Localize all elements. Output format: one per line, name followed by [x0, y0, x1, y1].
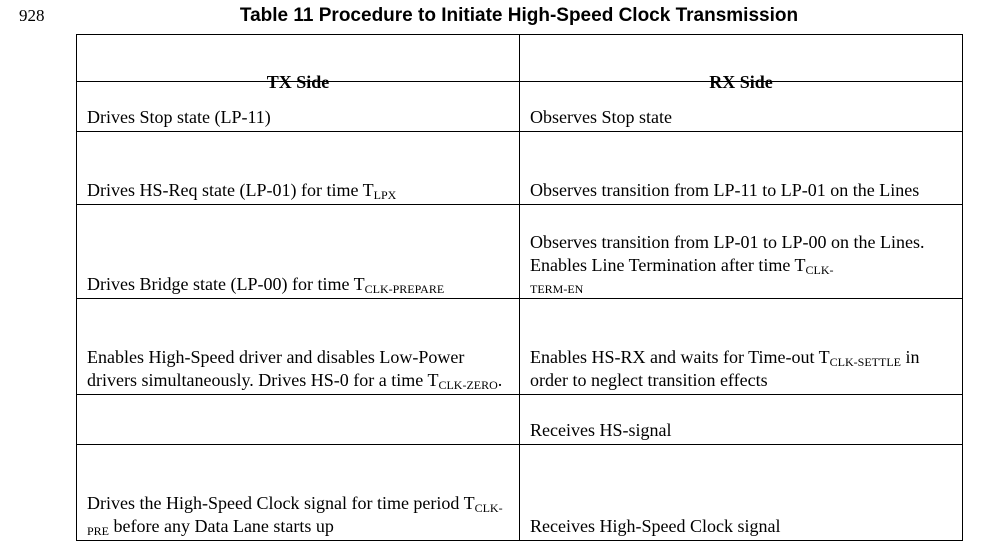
tx-cell	[77, 395, 520, 445]
rx-cell: Observes Stop state	[520, 82, 963, 132]
rx-cell: Enables HS-RX and waits for Time-out $T_{CLK-SETTLE}$ in order to neglect transition effects	[520, 299, 963, 395]
tx-cell: Drives HS-Req state (LP-01) for time $T_{LPX}$	[77, 132, 520, 205]
tx-cell: Enables High-Speed driver and disables Low-Power drivers simultaneously. Drives HS-0 for a time $T_{CLK-ZERO}$.	[77, 299, 520, 395]
table-row	[77, 132, 963, 205]
table-row	[77, 395, 963, 445]
tx-cell: Drives the High-Speed Clock signal for time period $T_{CLK-PRE}$ before any Data Lane starts up	[77, 445, 520, 541]
table-row	[77, 82, 963, 132]
rx-cell: Receives HS-signal	[520, 395, 963, 445]
table-row	[77, 445, 963, 541]
table-header-row	[77, 35, 963, 82]
rx-cell: Observes transition from LP-01 to LP-00 on the Lines. Enables Line Termination after time $T_{CLK-}$ TERM-EN	[520, 205, 963, 299]
table-row	[77, 299, 963, 395]
procedure-table	[76, 34, 963, 541]
rx-cell: Receives High-Speed Clock signal	[520, 445, 963, 541]
tx-cell: Drives Stop state (LP-11)	[77, 82, 520, 132]
table-title: Table 11 Procedure to Initiate High-Speed Clock Transmission	[239, 5, 799, 26]
table-row	[77, 205, 963, 299]
rx-cell: Observes transition from LP-11 to LP-01 on the Lines	[520, 132, 963, 205]
header-rx-side: RX Side	[520, 35, 963, 82]
line-number: 928	[19, 6, 45, 25]
tx-cell: Drives Bridge state (LP-00) for time $T_{CLK-PREPARE}$	[77, 205, 520, 299]
header-tx-side: TX Side	[77, 35, 520, 82]
